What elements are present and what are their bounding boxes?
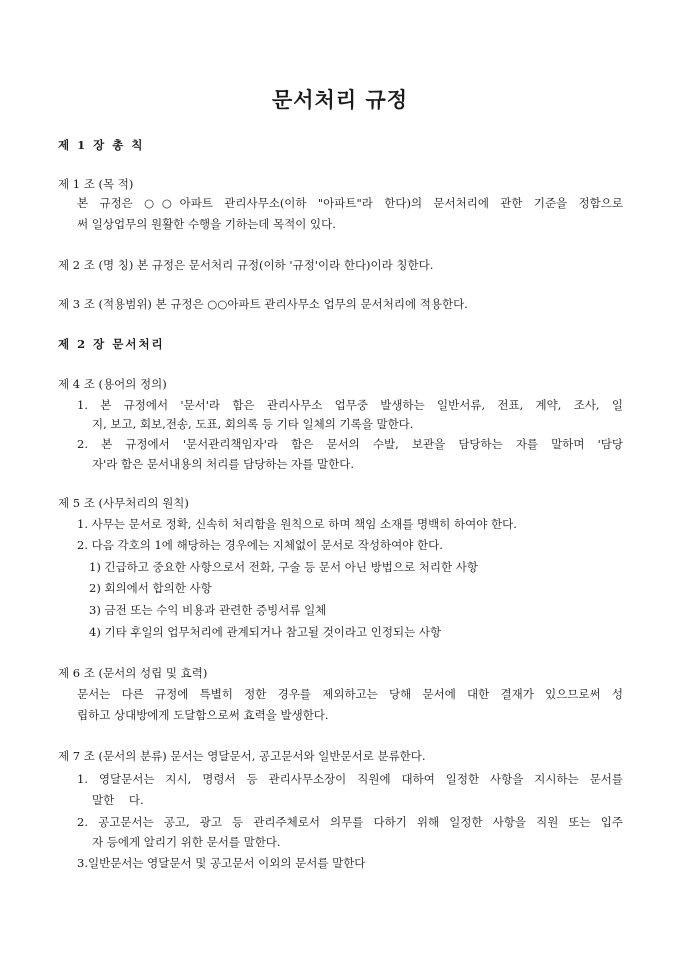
article-7-item1-line1: 1. 영달문서는 지시, 명령서 등 관리사무소장이 직원에 대하여 일정한 사항을 지시하는 문서를	[77, 772, 623, 786]
document-title: 문서처리 규정	[271, 87, 409, 112]
article-7-heading: 제 7 조 (문서의 분류) 문서는 영달문서, 공고문서와 일반문서로 분류한다.	[58, 749, 426, 763]
article-6-heading: 제 6 조 (문서의 성립 및 효력)	[58, 666, 208, 680]
article-5-item2: 2. 다음 각호의 1에 해당하는 경우에는 지체없이 문서로 작성하여야 한다.	[77, 538, 443, 552]
article-6-body-line1: 문서는 다른 규정에 특별히 정한 경우를 제외하고는 당해 문서에 대한 결재가 있으므로써 성	[77, 687, 623, 701]
article-6-body-line2: 립하고 상대방에게 도달함으로써 효력을 발생한다.	[77, 708, 329, 722]
article-3: 제 3 조 (적용범위) 본 규정은 ○○아파트 관리사무소 업무의 문서처리에 적용한다.	[58, 297, 468, 311]
chapter-1-heading: 제 1 장 총 칙	[58, 138, 145, 152]
article-4-item1-line1: 1. 본 규정에서 '문서'라 함은 관리사무소 업무중 발생하는 일반서류, 전표, 계약, 조사, 일	[77, 398, 623, 412]
article-2: 제 2 조 (명 칭) 본 규정은 문서처리 규정(이하 '규정'이라 한다)이라 칭한다.	[58, 258, 434, 272]
article-5-subitem3: 3) 금전 또는 수익 비용과 관련한 증빙서류 일체	[89, 603, 327, 617]
article-5-subitem2: 2) 회의에서 합의한 사항	[89, 581, 212, 595]
article-7-item2-line1: 2. 공고문서는 공고, 광고 등 관리주체로서 의무를 다하기 위해 일정한 사항을 직원 또는 입주	[77, 815, 623, 829]
article-7-item2-line2: 자 등에게 알리기 위한 문서를 말한다.	[92, 835, 281, 849]
article-4-item1-line2: 지, 보고, 회보,전송, 도표, 회의록 등 기타 일체의 기록을 말한다.	[92, 417, 414, 431]
article-7-item1-line2: 말한 다.	[92, 793, 144, 807]
article-1-body-line2: 써 일상업무의 원활한 수행을 기하는데 목적이 있다.	[77, 217, 336, 231]
article-4-item2-line1: 2. 본 규정에서 '문서관리책임자'라 함은 문서의 수발, 보관을 담당하는 자를 말하며 '담당	[77, 437, 623, 451]
article-5-item1: 1. 사무는 문서로 정확, 신속히 처리함을 원칙으로 하며 책임 소재를 명백히 하여야 한다.	[77, 517, 517, 531]
article-5-heading: 제 5 조 (사무처리의 원칙)	[58, 496, 189, 510]
article-5-subitem4: 4) 기타 후일의 업무처리에 관계되거나 참고될 것이라고 인정되는 사항	[89, 625, 442, 639]
article-7-item3: 3.일반문서는 영달문서 및 공고문서 이외의 문서를 말한다	[77, 856, 366, 870]
article-1-heading: 제 1 조 (목 적)	[58, 177, 134, 191]
article-4-heading: 제 4 조 (용어의 정의)	[58, 377, 167, 391]
article-5-subitem1: 1) 긴급하고 중요한 사항으로서 전화, 구술 등 문서 아닌 방법으로 처리한 사항	[89, 560, 478, 574]
article-4-item2-line2: 자'라 함은 문서내용의 처리를 담당하는 자를 말한다.	[92, 457, 355, 471]
article-1-body-line1: 본 규정은 ○○아파트 관리사무소(이하 "아파트"라 한다)의 문서처리에 관한 기준을 정함으로	[77, 196, 623, 210]
chapter-2-heading: 제 2 장 문서처리	[58, 337, 165, 351]
